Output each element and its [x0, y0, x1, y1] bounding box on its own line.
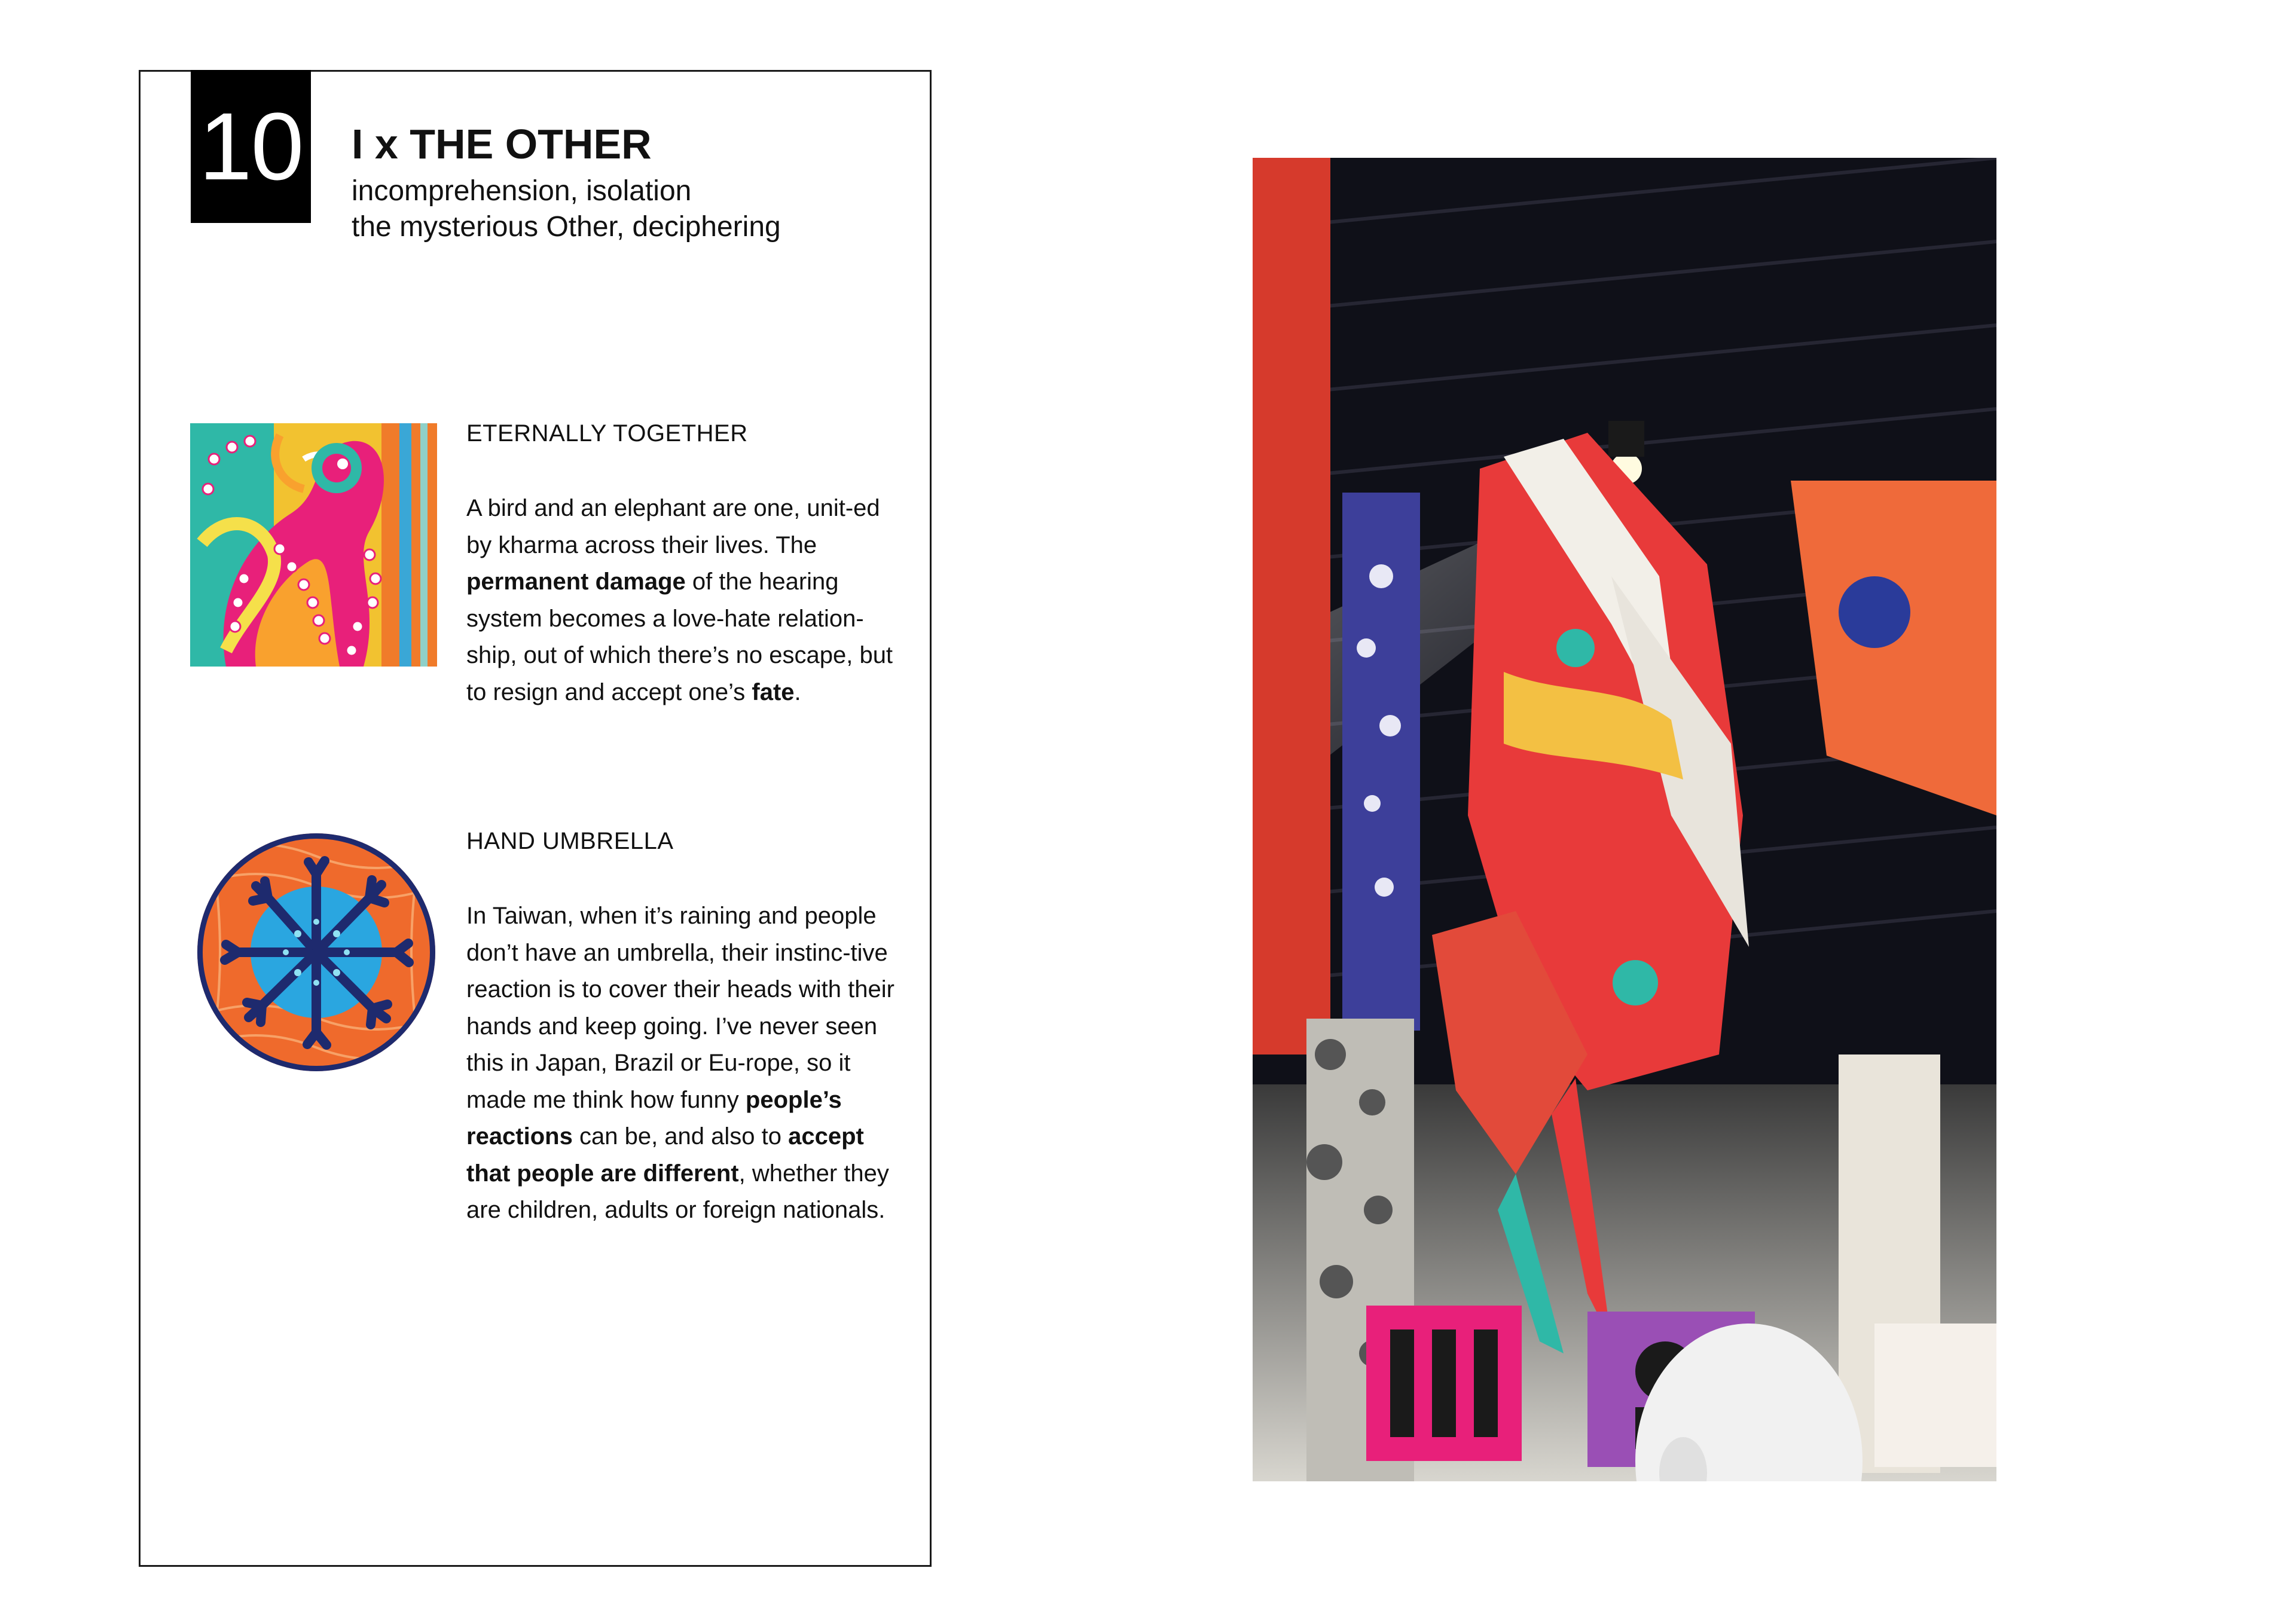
eternally-together-artwork [190, 423, 437, 667]
section-heading-eternally-together: ETERNALLY TOGETHER [466, 420, 748, 447]
section-number: 10 [199, 93, 303, 200]
body-emphasis: fate [752, 678, 795, 705]
body-emphasis: permanent damage [466, 568, 686, 595]
body-text: . [794, 678, 801, 705]
body-text: can be, and also to [572, 1123, 789, 1150]
section-body-hand-umbrella [466, 898, 897, 1229]
body-text: In Taiwan, when it’s raining and people don’t have an umbrella, their instinc-tive reaction is to cover their heads with their hands and keep going. I’ve never seen this in Japan, Brazil or Eu-rope, so it made me think how funny [466, 903, 894, 1113]
section-number-box [191, 70, 311, 223]
page-title: I x THE OTHER [352, 121, 652, 167]
origami-bird-exhibition-photo [1253, 158, 1996, 1481]
body-text: of the hearing system becomes a love-hate relation-ship, out of which there’s no escape, but to resign and accept one’s [466, 568, 893, 705]
section-body-eternally-together [466, 490, 897, 711]
body-text: , whether they are children, adults or foreign nationals. [466, 1160, 889, 1223]
section-heading-hand-umbrella: HAND UMBRELLA [466, 828, 674, 854]
body-emphasis: accept that people are different [466, 1123, 864, 1187]
subtitle-line-1: incomprehension, isolation [352, 175, 692, 207]
body-text: A bird and an elephant are one, unit-ed by kharma across their lives. The [466, 495, 880, 558]
hand-umbrella-artwork [196, 832, 436, 1072]
text-panel-frame [139, 70, 932, 1567]
subtitle-line-2: the mysterious Other, deciphering [352, 211, 781, 243]
body-emphasis: people’s reactions [466, 1086, 842, 1150]
page-subtitle [352, 173, 781, 245]
